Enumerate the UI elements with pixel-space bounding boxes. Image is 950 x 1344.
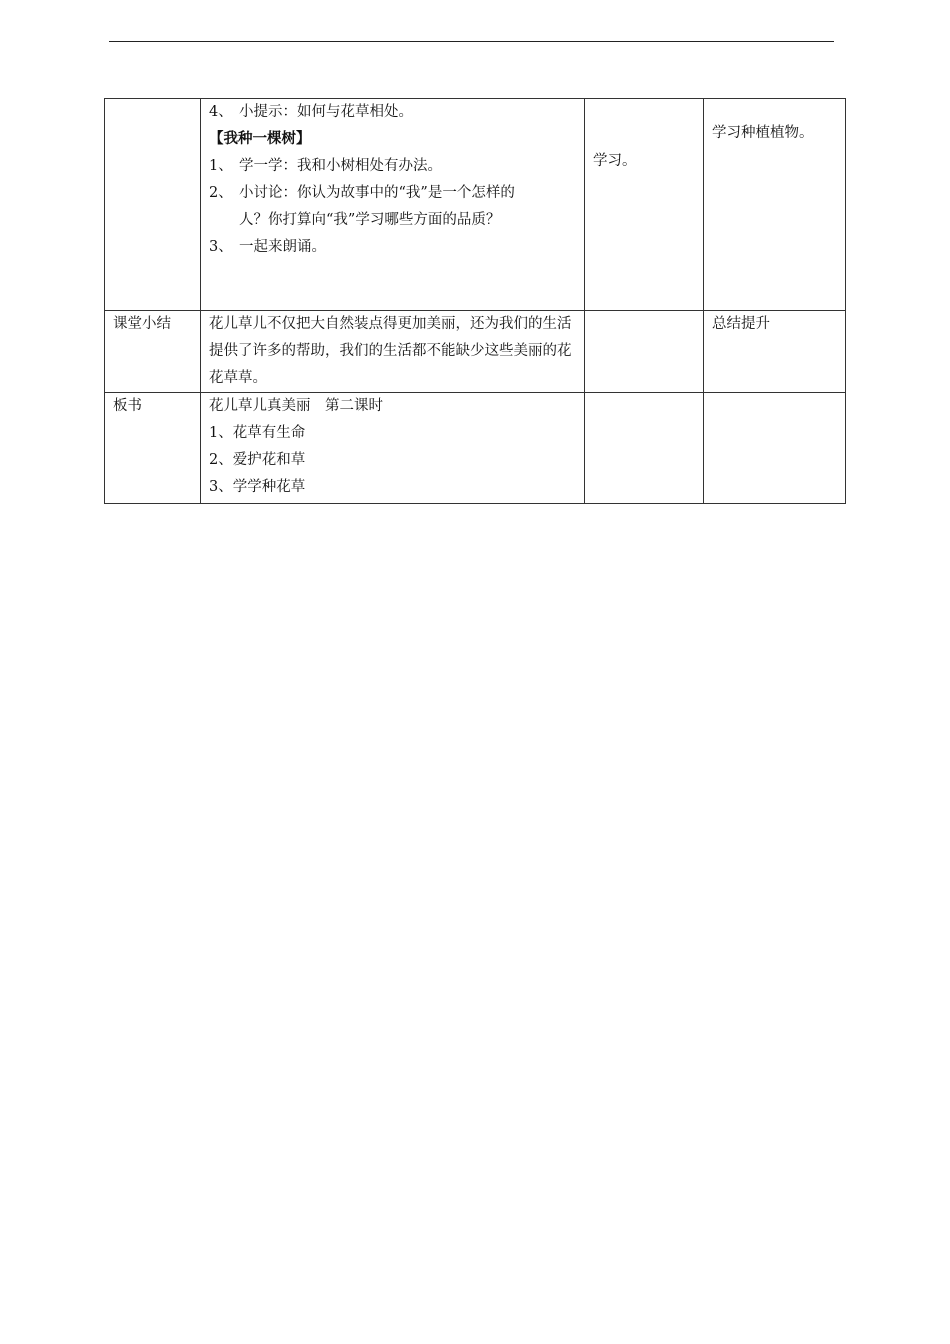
- row2-summary-cell: 花儿草儿不仅把大自然装点得更加美丽，还为我们的生活提供了许多的帮助，我们的生活都不能缺少这些美丽的花花草草。: [201, 311, 585, 393]
- blackboard-line: 花儿草儿真美丽 第二课时: [209, 398, 383, 414]
- row1-student-activity-cell: 学习。: [585, 99, 704, 311]
- table-row: [105, 311, 846, 393]
- content-line: 1、 学一学：我和小树相处有办法。: [209, 158, 442, 174]
- row2-section-cell: 课堂小结: [105, 311, 201, 393]
- content-line: 人？你打算向“我”学习哪些方面的品质？: [239, 212, 501, 228]
- subsection-title: 【我种一棵树】: [209, 131, 311, 147]
- blackboard-line: 2、爱护花和草: [209, 452, 306, 468]
- blackboard-line: 3、学学种花草: [209, 479, 306, 495]
- row1-content-cell: [201, 99, 585, 311]
- row3-student-activity-cell: [585, 393, 704, 504]
- row2-design-intent-cell: 总结提升: [704, 311, 846, 393]
- row3-blackboard-cell: [201, 393, 585, 504]
- lesson-plan-table: [104, 98, 846, 504]
- content-line: 3、 一起来朗诵。: [209, 239, 326, 255]
- table-row: [105, 99, 846, 311]
- row3-design-intent-cell: [704, 393, 846, 504]
- blackboard-line: 1、花草有生命: [209, 425, 306, 441]
- row3-section-cell: 板书: [105, 393, 201, 504]
- header-rule: [109, 41, 834, 42]
- row2-student-activity-cell: [585, 311, 704, 393]
- table-row: [105, 393, 846, 504]
- content-line: 4、 小提示：如何与花草相处。: [209, 104, 413, 120]
- content-line: 2、 小讨论：你认为故事中的“我”是一个怎样的: [209, 185, 515, 201]
- row1-design-intent-cell: 学习种植植物。: [704, 99, 846, 311]
- row1-section-cell: [105, 99, 201, 311]
